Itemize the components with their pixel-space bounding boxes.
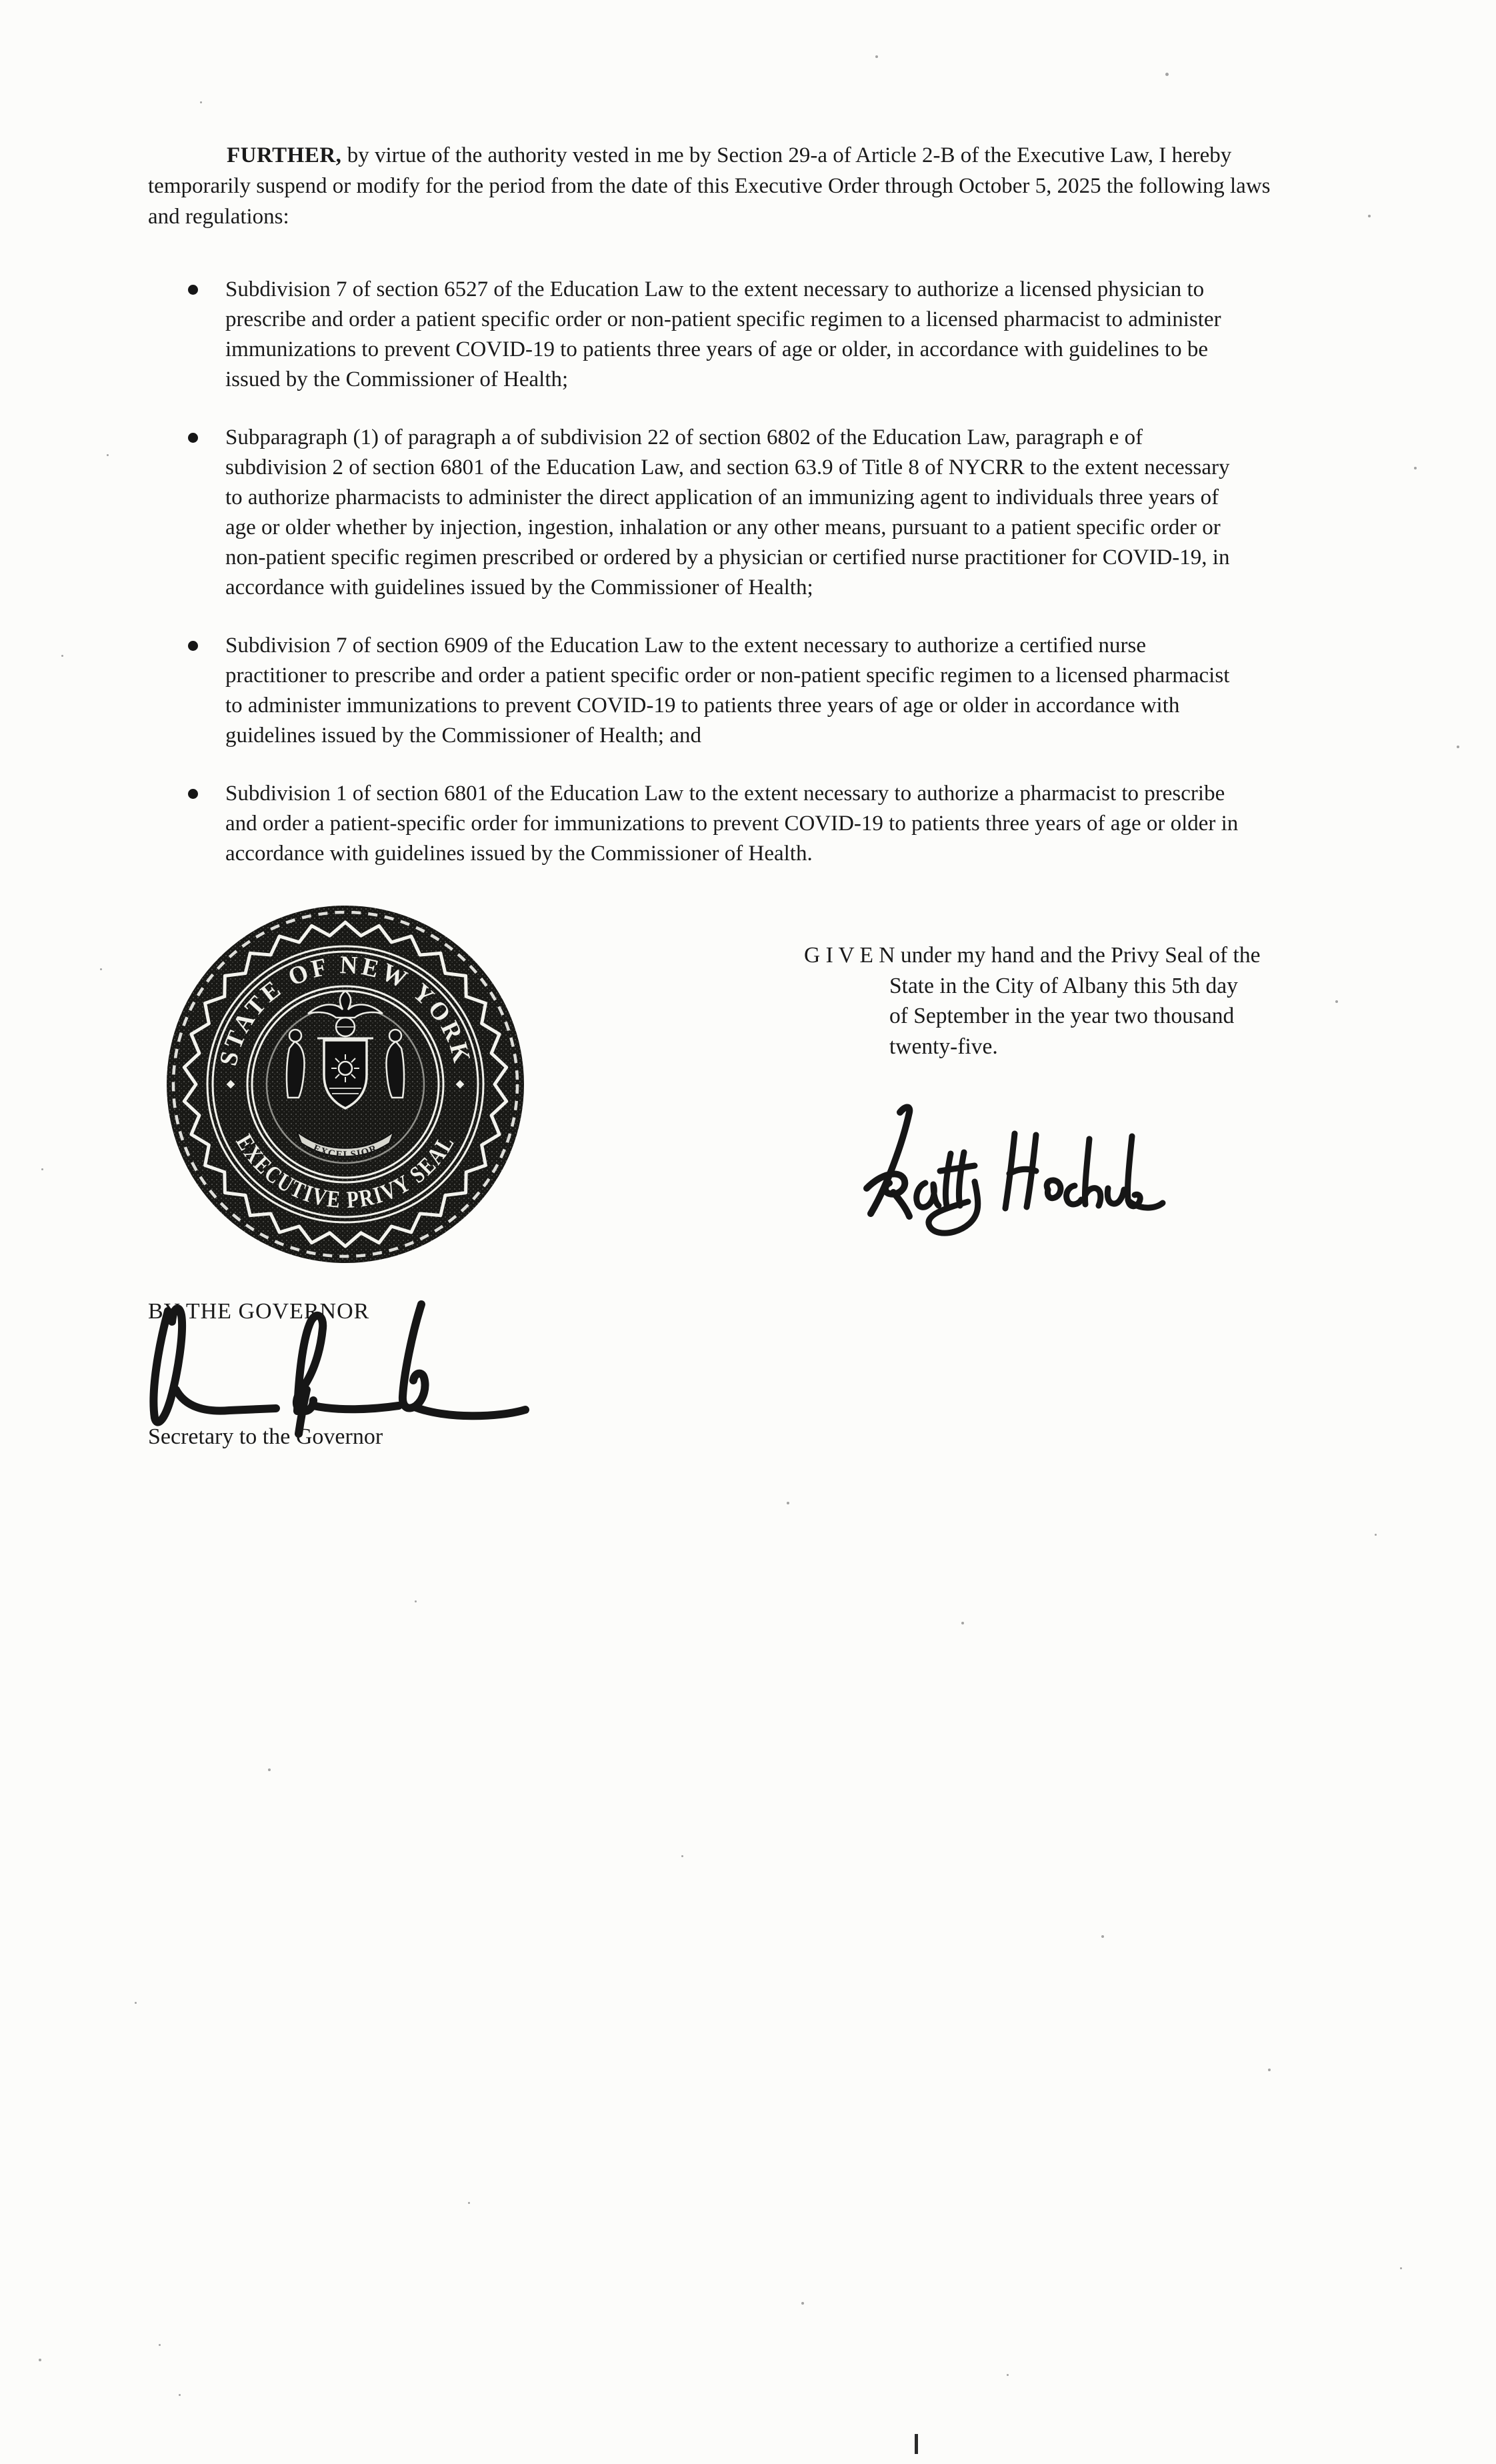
scan-speck [875,55,878,58]
attestation-line: G I V E N under my hand and the Privy Seal of the [804,943,1261,968]
intro-body-text: by virtue of the authority vested in me by Section 29-a of Article 2-B of the Executive Law, I hereby temporarily suspend or modify for the period from the date of this Executive Order through October 5, 2025 the following laws and regulations: [148,143,1271,229]
bullet-icon [188,641,198,651]
scan-speck [1268,2069,1271,2071]
scan-speck [1457,746,1459,748]
intro-lead-word: FURTHER, [227,143,342,167]
seal-motto-text: EXCELSIOR [311,1142,379,1161]
governor-signature [820,1095,1167,1242]
scan-speck [159,2344,161,2346]
scan-speck [415,1600,417,1602]
scan-speck [135,2002,137,2004]
scan-speck [1101,1935,1104,1938]
list-item [148,631,1247,751]
list-item [148,275,1247,395]
scan-speck [961,1622,964,1624]
scan-speck [200,101,202,103]
scan-speck [681,1855,683,1857]
scan-speck [100,968,102,970]
list-item-text: Subparagraph (1) of paragraph a of subdivision 22 of section 6802 of the Education Law, paragraph e of subdivision 2 of section 6801 of the Education Law, and section 63.9 of Title 8 of NYCRR to the extent necessary to authorize pharmacists to administer the direct application of an immunizing agent to individuals three years of age or older whether by injection, ingestion, inhalation or any other means, pursuant to a patient specific order or non-patient specific regimen prescribed or ordered by a physician or certified nurse practitioner for COVID-19, in accordance with guidelines issued by the Commissioner of Health; [225,425,1230,599]
bullet-icon [188,285,198,295]
bullet-icon [188,789,198,799]
list-item-text: Subdivision 7 of section 6909 of the Education Law to the extent necessary to authorize a certified nurse practitioner to prescribe and order a patient specific order or non-patient specific regimen to a licensed pharmacist to administer immunizations to prevent COVID-19 to patients three years of age or older in accordance with guidelines issued by the Commissioner of Health; and [225,634,1230,748]
secretary-title-label: Secretary to the Governor [148,1424,383,1449]
scan-speck [1165,73,1169,76]
scan-artifact-mark [915,2434,918,2454]
scan-speck [787,1502,789,1504]
list-item-text: Subdivision 7 of section 6527 of the Education Law to the extent necessary to authorize a licensed physician to prescribe and order a patient specific order or non-patient specific regimen to a licensed pharmacist to administer immunizations to prevent COVID-19 to patients three years of age or older, in accordance with guidelines to be issued by the Commissioner of Health; [225,277,1221,391]
seal-ring-bottom-text: EXECUTIVE PRIVY SEAL [231,1126,462,1214]
executive-privy-seal-icon [164,903,527,1266]
scan-speck [1335,1000,1338,1003]
attestation-line: twenty-five. [889,1034,998,1059]
attestation-line: of September in the year two thousand [889,1004,1235,1028]
scan-speck [268,1768,271,1771]
bullet-icon [188,433,198,443]
scan-speck [179,2394,181,2396]
scan-speck [1375,1534,1377,1536]
intro-paragraph [148,140,1289,232]
scan-speck [801,2302,804,2305]
scan-speck [468,2202,470,2204]
scan-speck [39,2359,41,2361]
list-item-text: Subdivision 1 of section 6801 of the Education Law to the extent necessary to authorize a pharmacist to prescribe and order a patient-specific order for immunizations to prevent COVID-19 to patients three years of age or older in accordance with guidelines issued by the Commissioner of Health. [225,782,1239,866]
scan-speck [107,454,109,456]
attestation-block [804,940,1317,1062]
seal-ring-top-text: STATE OF NEW YORK [214,951,477,1070]
secretary-signature [139,1290,539,1443]
attestation-line: State in the City of Albany this 5th day [889,973,1238,998]
scan-speck [1400,2267,1402,2269]
scan-speck [41,1168,43,1170]
list-item [148,779,1247,869]
scan-speck [61,655,63,657]
scan-speck [1368,215,1371,217]
scan-speck [1414,467,1417,469]
suspended-laws-list [148,275,1247,897]
scan-speck [1007,2374,1009,2376]
by-the-governor-label: BY THE GOVERNOR [148,1299,370,1324]
list-item [148,423,1247,603]
